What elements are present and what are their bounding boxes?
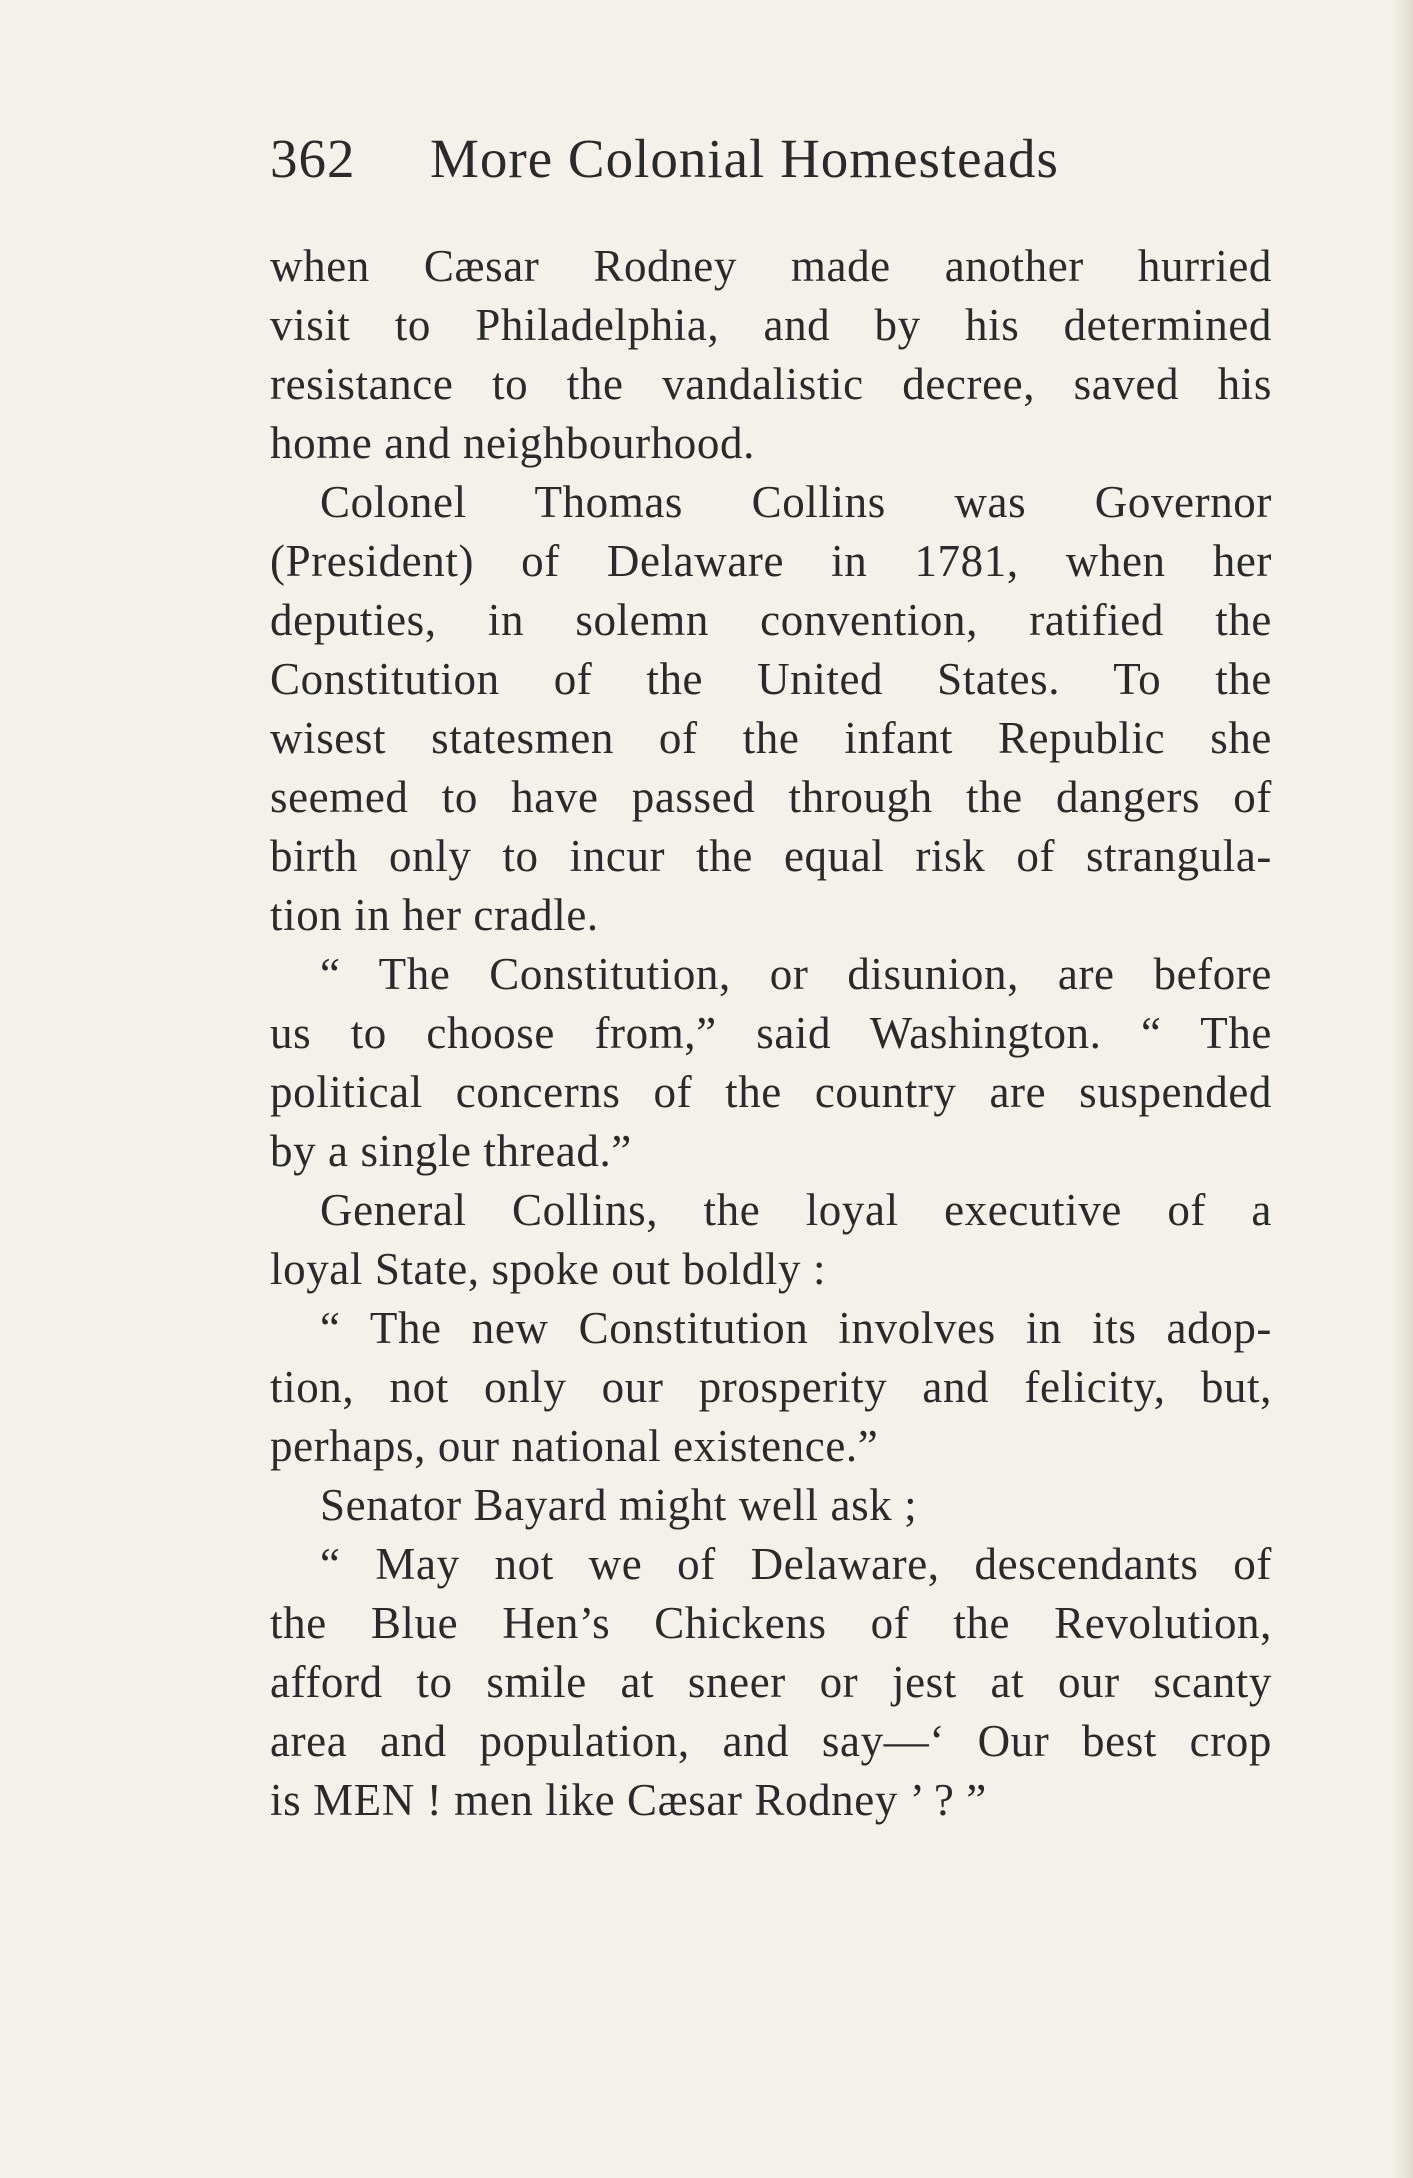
text-line: perhaps, our national existence.”	[270, 1421, 879, 1471]
text-line: deputies, in solemn convention, ratified the	[270, 595, 1272, 645]
text-line: Constitution of the United States. To the	[270, 654, 1272, 704]
paragraph	[270, 1476, 1272, 1535]
paragraph	[270, 237, 1272, 473]
text-line: “ May not we of Delaware, descendants of	[320, 1539, 1272, 1589]
page-edge	[1391, 0, 1413, 2178]
text-line: political concerns of the country are suspended	[270, 1067, 1272, 1117]
text-line: Senator Bayard might well ask ;	[320, 1480, 918, 1530]
page-number: 362	[270, 128, 356, 189]
text-line: seemed to have passed through the dangers of	[270, 772, 1272, 822]
text-line: visit to Philadelphia, and by his determined	[270, 300, 1272, 350]
paragraph	[270, 1299, 1272, 1476]
text-line: Colonel Thomas Collins was Governor	[320, 477, 1272, 527]
text-line: home and neighbourhood.	[270, 418, 755, 468]
text-line: tion, not only our prosperity and felicity, but,	[270, 1362, 1272, 1412]
text-line: wisest statesmen of the infant Republic she	[270, 713, 1272, 763]
text-line: area and population, and say—‘ Our best crop	[270, 1716, 1272, 1766]
text-line: tion in her cradle.	[270, 890, 599, 940]
text-line: “ The new Constitution involves in its adop-	[320, 1303, 1272, 1353]
page-header	[270, 124, 1270, 194]
text-line: “ The Constitution, or disunion, are before	[320, 949, 1272, 999]
body-text	[270, 237, 1272, 1830]
paragraph	[270, 1535, 1272, 1830]
text-line: afford to smile at sneer or jest at our scanty	[270, 1657, 1272, 1707]
text-line: birth only to incur the equal risk of strangula-	[270, 831, 1272, 881]
running-title: More Colonial Homesteads	[430, 128, 1059, 189]
text-line: loyal State, spoke out boldly :	[270, 1244, 827, 1294]
paragraph	[270, 473, 1272, 945]
text-line: when Cæsar Rodney made another hurried	[270, 241, 1272, 291]
text-line: General Collins, the loyal executive of a	[320, 1185, 1272, 1235]
text-line: is MEN ! men like Cæsar Rodney ’ ? ”	[270, 1775, 987, 1825]
text-line: us to choose from,” said Washington. “ The	[270, 1008, 1272, 1058]
text-line: (President) of Delaware in 1781, when her	[270, 536, 1272, 586]
text-line: by a single thread.”	[270, 1126, 632, 1176]
paragraph	[270, 945, 1272, 1181]
text-line: resistance to the vandalistic decree, saved his	[270, 359, 1272, 409]
text-line: the Blue Hen’s Chickens of the Revolution,	[270, 1598, 1272, 1648]
paragraph	[270, 1181, 1272, 1299]
